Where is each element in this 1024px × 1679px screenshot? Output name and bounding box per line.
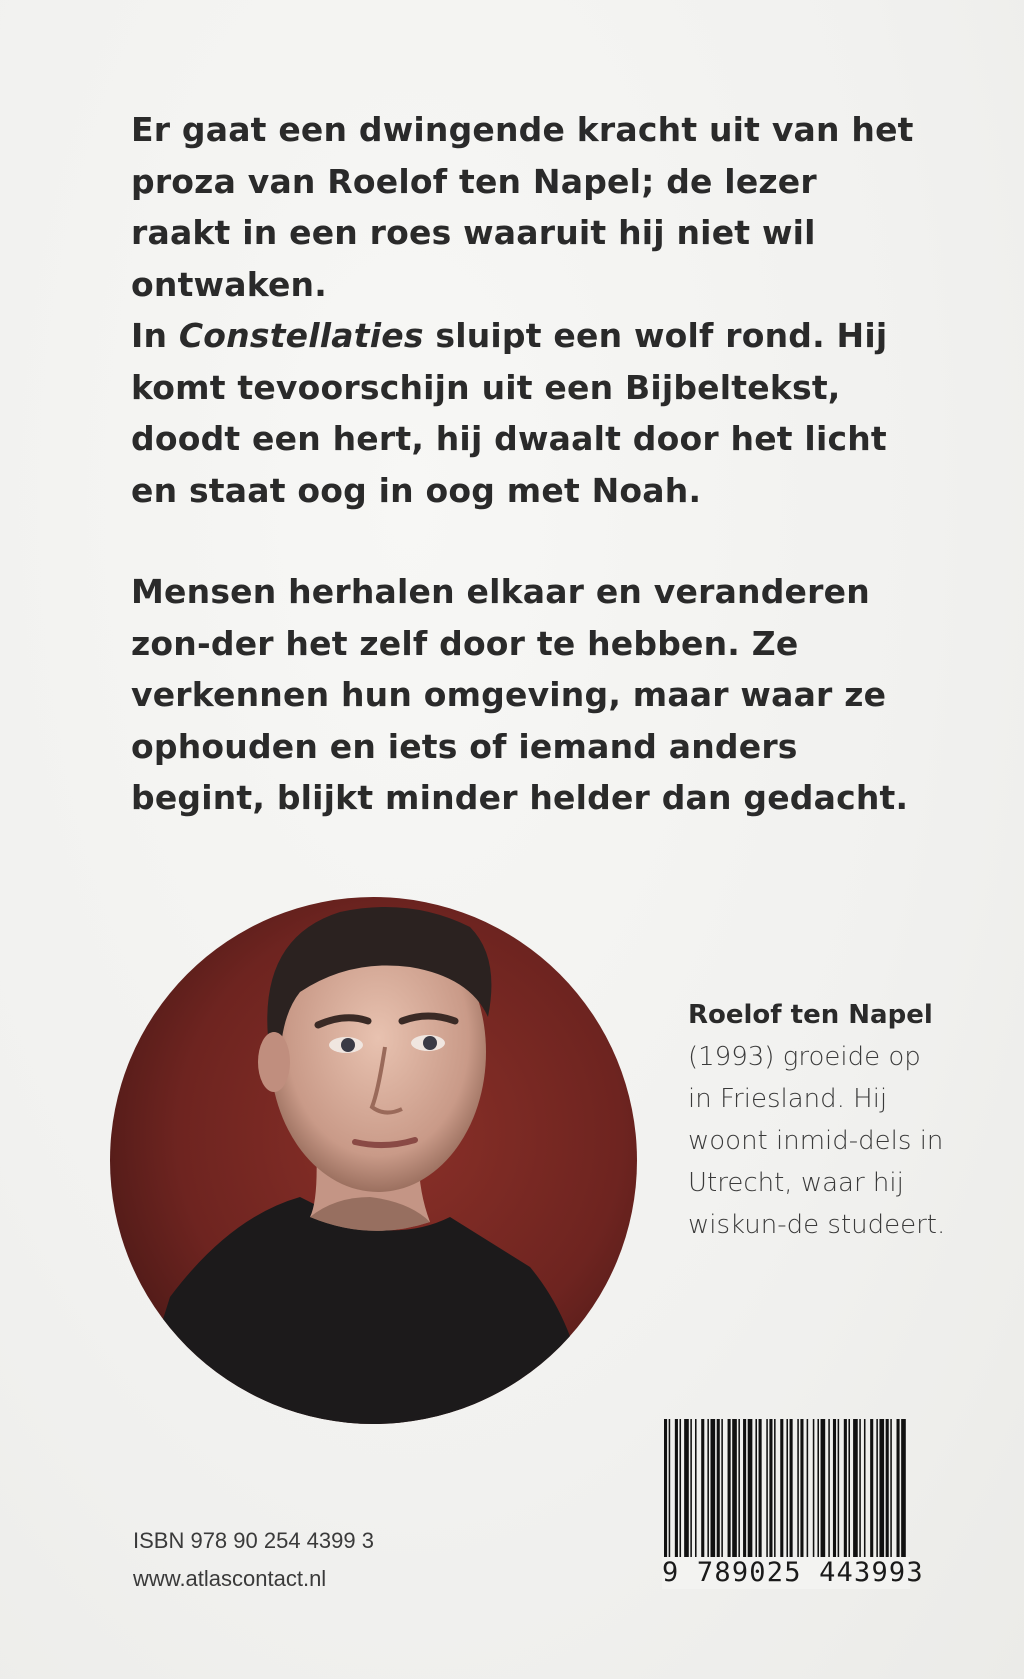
barcode-bar	[853, 1419, 858, 1569]
barcode-bar	[864, 1419, 866, 1569]
book-title: Constellaties	[178, 316, 424, 355]
barcode-bar	[738, 1419, 740, 1569]
barcode-bar	[774, 1419, 776, 1569]
barcode-bar	[732, 1419, 737, 1569]
barcode-bar	[848, 1419, 850, 1569]
blurb-text-3: Mensen herhalen elkaar en veranderen zon-der het zelf door te hebben. Ze verkennen hun omgeving, maar waar ze ophouden en iets of iemand anders begint, blijkt minder helder dan gedacht.	[131, 572, 909, 817]
blurb-paragraph-2	[131, 310, 921, 516]
author-name: Roelof ten Napel	[688, 1000, 933, 1030]
publisher-website: www.atlascontact.nl	[133, 1566, 327, 1591]
barcode-bar	[728, 1419, 731, 1569]
barcode-digits: 9 789025 443993	[662, 1557, 924, 1588]
barcode-bar	[886, 1419, 889, 1569]
barcode-bar	[821, 1419, 826, 1569]
barcode-bar	[766, 1419, 768, 1569]
barcode-bar	[897, 1419, 900, 1569]
barcode-bar	[755, 1419, 757, 1569]
barcode-bar	[828, 1419, 830, 1569]
barcode-bar	[786, 1419, 788, 1569]
barcode-bar	[701, 1419, 704, 1569]
barcode-bar	[833, 1419, 836, 1569]
barcode-bar	[669, 1419, 671, 1569]
barcode-bar	[844, 1419, 847, 1569]
imprint	[133, 1522, 374, 1598]
barcode-bar	[879, 1419, 884, 1569]
barcode-bar	[807, 1419, 809, 1569]
blurb-text-2	[131, 310, 921, 516]
barcode-bar	[743, 1419, 746, 1569]
barcode-bar	[838, 1419, 840, 1569]
barcode-bar	[684, 1419, 689, 1569]
barcode-bar	[717, 1419, 720, 1569]
barcode-bar	[664, 1419, 667, 1569]
barcode-bar	[890, 1419, 892, 1569]
barcode-bar	[711, 1419, 716, 1569]
blurb-text-1: Er gaat een dwingende kracht uit van het proza van Roelof ten Napel; de lezer raakt in een roes waaruit hij niet wil ontwaken.	[131, 110, 914, 304]
blurb-paragraph-1	[131, 104, 921, 310]
barcode-bar	[797, 1419, 799, 1569]
author-portrait-image	[110, 897, 637, 1424]
barcode-bar	[759, 1419, 762, 1569]
author-bio-text: (1993) groeide op in Friesland. Hij woont inmid-dels in Utrecht, waar hij wiskun-de studeert.	[688, 1042, 946, 1240]
blurb-text-2-lead: In	[131, 316, 179, 355]
author-portrait	[110, 897, 637, 1424]
barcode-bar	[707, 1419, 709, 1569]
barcode-bar	[680, 1419, 682, 1569]
barcode-bar	[859, 1419, 861, 1569]
barcode-bar	[813, 1419, 815, 1569]
isbn-text: ISBN 978 90 254 4399 3	[133, 1528, 374, 1553]
barcode-bar	[800, 1419, 803, 1569]
barcode-bar	[695, 1419, 697, 1569]
author-bio	[688, 994, 948, 1246]
barcode-bar	[675, 1419, 678, 1569]
barcode-bar	[780, 1419, 783, 1569]
barcode-bar	[748, 1419, 753, 1569]
barcode-bar	[876, 1419, 878, 1569]
blurb-text-2-rest: sluipt een wolf rond. Hij komt tevoorschijn uit een Bijbeltekst, doodt een hert, hij dwaalt door het licht en staat oog in oog met Noah.	[131, 316, 888, 510]
barcode-bar	[817, 1419, 819, 1569]
barcode-bar	[690, 1419, 692, 1569]
barcode-bar	[870, 1419, 873, 1569]
barcode-bar	[721, 1419, 723, 1569]
blurb-paragraph-3	[131, 566, 921, 824]
barcode-bar	[901, 1419, 906, 1569]
barcode-bar	[790, 1419, 793, 1569]
barcode-bar	[769, 1419, 772, 1569]
